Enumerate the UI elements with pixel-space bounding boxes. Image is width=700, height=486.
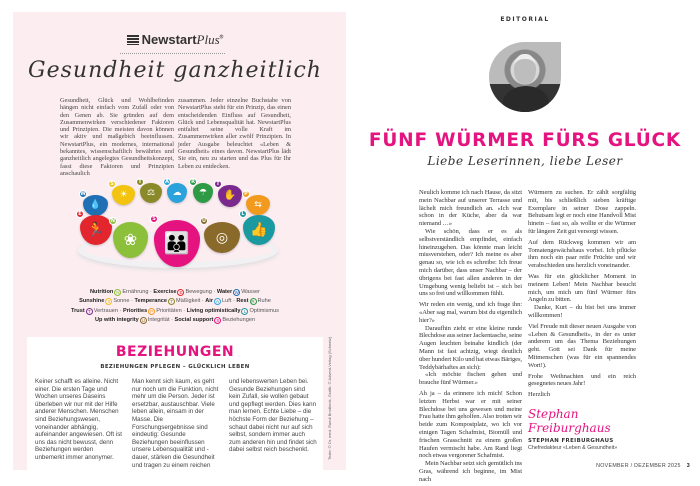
legend-item — [123, 308, 182, 314]
legend-german: Mäßigkeit — [176, 298, 201, 305]
paragraph: Danke, Kurt – du bist bei uns immer willkommen! — [528, 304, 636, 319]
legend-separator: · — [117, 307, 123, 314]
legend-english: Living optimistically — [186, 307, 241, 314]
legend-separator: · — [231, 298, 237, 305]
paragraph: Herzlich — [528, 391, 550, 399]
script-heading: Gesundheit ganzheitlich — [28, 58, 322, 83]
paragraph: Auf dem Rückweg kommen wir am Tomatengewächshaus vorbei. Ich pflücke ihm noch ein paar reife Früchte und wir verabschieden uns herzlich voneinander. — [528, 238, 636, 270]
legend-separator: · — [200, 298, 206, 305]
principle-letter: S — [108, 180, 116, 188]
legend-row — [40, 297, 310, 306]
intro-column-2: zusammen. Jeder einzelne Buchstabe von NewstartPlus steht für ein Prinzip, das einen entscheidenden Einfluss auf Gesundheit, Glück und Lebensqualität hat. NewstartPlus entfaltet seine volle Kraft im Zusammenwirken aller zwölf Prinzipien. In jeder Ausgabe beleuchtet «Leben & Gesundheit» eines davon. NewstartPlus lädt Sie ein, neu zu starten und das Plus für Ihr Leben zu entdecken. — [178, 97, 291, 170]
legend-english: Air — [205, 298, 214, 305]
legend-separator: · — [129, 298, 135, 305]
logo-mark-icon — [127, 35, 139, 45]
logo-registered: ® — [219, 34, 224, 41]
legend-german: Vertrauen — [93, 307, 118, 314]
legend-letter-badge: S — [216, 317, 220, 323]
legend-letter-badge: T — [86, 308, 93, 315]
principle-letter: E — [76, 210, 84, 218]
scales-icon: ⚖ — [146, 187, 156, 198]
author-name: STEPHAN FREIBURGHAUS — [528, 437, 614, 444]
legend-letter-badge: L — [241, 308, 248, 315]
legend-separator: · — [211, 289, 217, 295]
legend-row — [40, 316, 310, 325]
beziehungen-column-3: und lebenswerten Leben bei. Gesunde Beziehungen sind kein Zufall, sie wollen gebaut und gepflegt werden. Dies kann man lernen. Echte Liebe – die höchste Form der Beziehung – schaut dabei nicht nur auf sich selbst, sondern immer auch zum anderen hin und findet sich dabei selbst reich beschenkt. — [229, 378, 317, 454]
newstartplus-logo — [0, 32, 350, 48]
principle-letter: A — [163, 178, 171, 186]
editorial-column-2 — [528, 189, 636, 399]
beziehungen-column-1: Keiner schafft es alleine. Nicht einer. Die ersten Tage und Wochen unseres Daseins überleben wir nur mit der Hilfe anderer Menschen. Menschen sind Beziehungswesen, voneinander abhängig, aufeinander angewiesen. Oft ist uns das nicht bewusst, denn Beziehungen werden unbemerkt immer anonymer. — [35, 378, 123, 461]
legend-item — [153, 289, 211, 295]
intro-column-1: Gesundheit, Glück und Wohlbefinden hängen nicht einfach vom Zufall oder von den Genen ab. Sie gründen auf dem Zusammenwirken verschiedener Faktoren und Prinzipien. Die meisten davon können wir aktiv und maßgebich beeinflussen. NewstartPlus, ein modernes, international bekanntes, wissenschaftlich bewährtes und ganzheitlich angelegtes Gesundheitskonzept, fasst diese Faktoren und Prinzipien anschaulich — [60, 97, 174, 177]
legend-german: Ruhe — [257, 298, 271, 305]
handshake-icon: ✋ — [223, 190, 237, 201]
principle-letter: U — [201, 218, 207, 224]
paragraph: Daraufhin zieht er eine kleine runde Blechdose aus seiner Jackentasche, seine Augen leuchten beinahe kindlich (der Mann ist fast achtzig, wiegt deutlich über hundert Kilo und hat etwas Bäriges, Teddybärhaftes an sich): — [419, 324, 523, 371]
principle-letter: R — [189, 178, 197, 186]
legend-german: Sonne — [113, 298, 130, 305]
page-number: 3 — [686, 463, 690, 469]
legend-english: Nutrition — [90, 289, 114, 295]
principles-legend — [40, 288, 310, 325]
paragraph: Neulich komme ich nach Hause, da sitzt mein Nachbar auf unserer Terrasse und lächelt mich freundlich an. «Ich war schon in der Küche, aber da war niemand …» — [419, 189, 522, 228]
legend-letter-badge: S — [107, 299, 111, 305]
paragraph: Ah ja – da erinnere ich mich! Schon letzten Herbst war er mit seiner Blechdose bei uns gewesen und meine Frau hatte ihm geholfen. Also trotten wir beide zum Kompostplatz, wo ich vor einigen Tagen Schafmist, Biomüll und frischen Grasschnitt zu einem großen Haufen vermischt habe. Am Rand liegt noch etwas vergorener Schafmist. — [419, 389, 522, 460]
legend-item — [95, 317, 170, 323]
legend-german: Beziehungen — [222, 316, 256, 323]
editorial-column-1 — [419, 189, 522, 486]
principle-letter: T — [214, 180, 222, 188]
legend-item — [175, 317, 256, 323]
legend-english: Social support — [174, 316, 214, 323]
logo-plus: Plus — [196, 32, 220, 47]
legend-item — [79, 298, 129, 304]
running-people-icon: 🏃 — [87, 222, 105, 238]
principle-letter: W — [80, 191, 86, 197]
legend-item — [187, 308, 279, 314]
legend-english: Trust — [71, 307, 85, 314]
legend-english: Exercise — [153, 289, 177, 295]
sun-icon: ☀ — [119, 189, 128, 200]
issue-date: NOVEMBER / DEZEMBER 2025 — [596, 463, 681, 469]
legend-english: Up with integrity — [94, 316, 139, 323]
page-footer — [530, 463, 690, 469]
paragraph: Viel Freude mit dieser neuen Ausgabe von «Leben & Gesundheit», in der es unter anderem um das Thema Beziehungen geht. Gott sei Dank für meine Mitmenschen (was für ein spannendes Wort!). — [528, 322, 636, 369]
principle-letter: N — [110, 218, 116, 224]
author-role: Chefredakteur «Leben & Gesundheit» — [528, 444, 618, 451]
legend-german: Luft — [222, 298, 232, 305]
deckchair-icon: ☂ — [198, 187, 208, 198]
principle-letter: T — [136, 178, 144, 186]
legend-german: Optimismus — [249, 307, 279, 314]
image-credit: Texte: © Dr. med. Ruedi Brodbeck, Grafik: © Advent-Verlag (Schweiz) — [327, 336, 332, 460]
legend-letter-badge: W — [234, 290, 239, 295]
principle-letter: P — [242, 190, 250, 198]
legend-letter-badge: N — [116, 290, 120, 295]
principle-letter: S — [150, 215, 158, 223]
logo-brand: Newstart — [141, 32, 197, 47]
legend-german: Ernährung — [122, 289, 149, 295]
legend-english: Water — [216, 289, 233, 295]
thumbs-up-icon: 👍 — [250, 222, 268, 238]
paragraph: Frohe Weihnachten und ein reich gesegnetes neues Jahr! — [528, 372, 636, 388]
legend-english: Sunshine — [79, 298, 105, 305]
beziehungen-title: BEZIEHUNGEN — [115, 344, 235, 360]
legend-english: Rest — [236, 298, 249, 305]
legend-item — [205, 298, 231, 304]
legend-english: Priorities — [122, 307, 148, 314]
paragraph: Mein Nachbar setzt sich gemütlich ins Gras, während ich beginne, im Mist nach — [419, 460, 522, 483]
author-photo — [489, 42, 561, 112]
legend-separator: · — [148, 289, 154, 295]
legend-item — [236, 298, 271, 304]
legend-row — [40, 307, 310, 316]
greeting: Liebe Leserinnen, liebe Leser — [427, 154, 623, 168]
legend-row — [40, 288, 310, 297]
legend-german: Prioritäten — [156, 307, 182, 314]
beziehungen-column-2: Man kennt sich kaum, es geht nur noch um die Funktion, nicht mehr um die Person. Jeder ist ersetzbar, austauschbar. Viele leben allein, einsam in der Masse. Die Forschungsergebnisse sind eindeutig: Gesunde Beziehungen beeinflussen unsere Lebensqualität und -dauer, stärken die Gesundheit und tragen zu einem reichen — [132, 378, 219, 469]
legend-letter-badge: T — [168, 298, 175, 305]
legend-letter-badge: R — [251, 299, 255, 305]
cloud-icon: ☁ — [172, 187, 182, 198]
signature: Stephan Freiburghaus — [528, 406, 611, 435]
legend-letter-badge: U — [141, 317, 145, 323]
grapes-icon: ❀ — [123, 230, 138, 249]
family-icon: 👪 — [163, 231, 191, 255]
water-drops-icon: 💧 — [89, 200, 102, 210]
paragraph: Wie schön, dass er es als selbstverständlich empfindet, einfach hineinzugehen. Das könnte man leicht missverstehen, oder? Ich meine es aber genau so, wie ich es schreibe: Ich freue mich darüber, dass unser Nachbar – der übrigens bei fast allen anderen in der Umgebung wenig beliebt ist – sich bei uns so frei und willkommen fühlt. — [419, 227, 522, 298]
legend-item — [217, 289, 260, 295]
principle-letter: L — [239, 210, 247, 218]
paragraph: «Ich möchte fischen gehen und brauche fünf Würmer.» — [419, 371, 522, 387]
paragraph: Was für ein glücklicher Moment in meinem Leben! Mein Nachbar besucht mich, um mich um fünf Würmer fürs Angeln zu bitten. — [528, 272, 636, 304]
legend-letter-badge: P — [150, 308, 154, 314]
legend-letter-badge: E — [179, 290, 183, 295]
legend-german: Wasser — [241, 289, 260, 295]
section-label: EDITORIAL — [500, 16, 550, 23]
legend-item — [134, 298, 200, 304]
legend-item — [71, 308, 118, 314]
legend-german: Integrität — [147, 316, 170, 323]
paragraph: Wir reden ein wenig, und ich frage ihn: «Aber sag mal, warum bist du eigentlich hier?» — [419, 301, 522, 324]
legend-letter-badge: A — [216, 299, 220, 305]
legend-german: Bewegung — [185, 289, 212, 295]
paragraph: Würmern zu suchen. Er zählt sorgfältig mit, bis schließlich sieben kräftige Exemplare in seiner Dose zappeln. Behutsam legt er noch eine Handvoll Mist hinein – fast so, als wollte er die Würmer für längere Zeit gut versorgt wissen. — [528, 189, 636, 235]
legend-english: Temperance — [134, 298, 168, 305]
lifebuoy-icon: ◎ — [215, 229, 229, 246]
divider — [120, 53, 225, 54]
beziehungen-subtitle: BEZIEHUNGEN PFLEGEN – GLÜCKLICH LEBEN — [100, 364, 250, 370]
legend-separator: · — [181, 307, 187, 314]
legend-item — [90, 289, 148, 295]
editorial-title: FÜNF WÜRMER FÜRS GLÜCK — [368, 130, 682, 151]
signpost-icon: ⇆ — [254, 199, 262, 210]
editorial-column-2-block — [528, 189, 636, 452]
legend-separator: · — [169, 316, 175, 323]
